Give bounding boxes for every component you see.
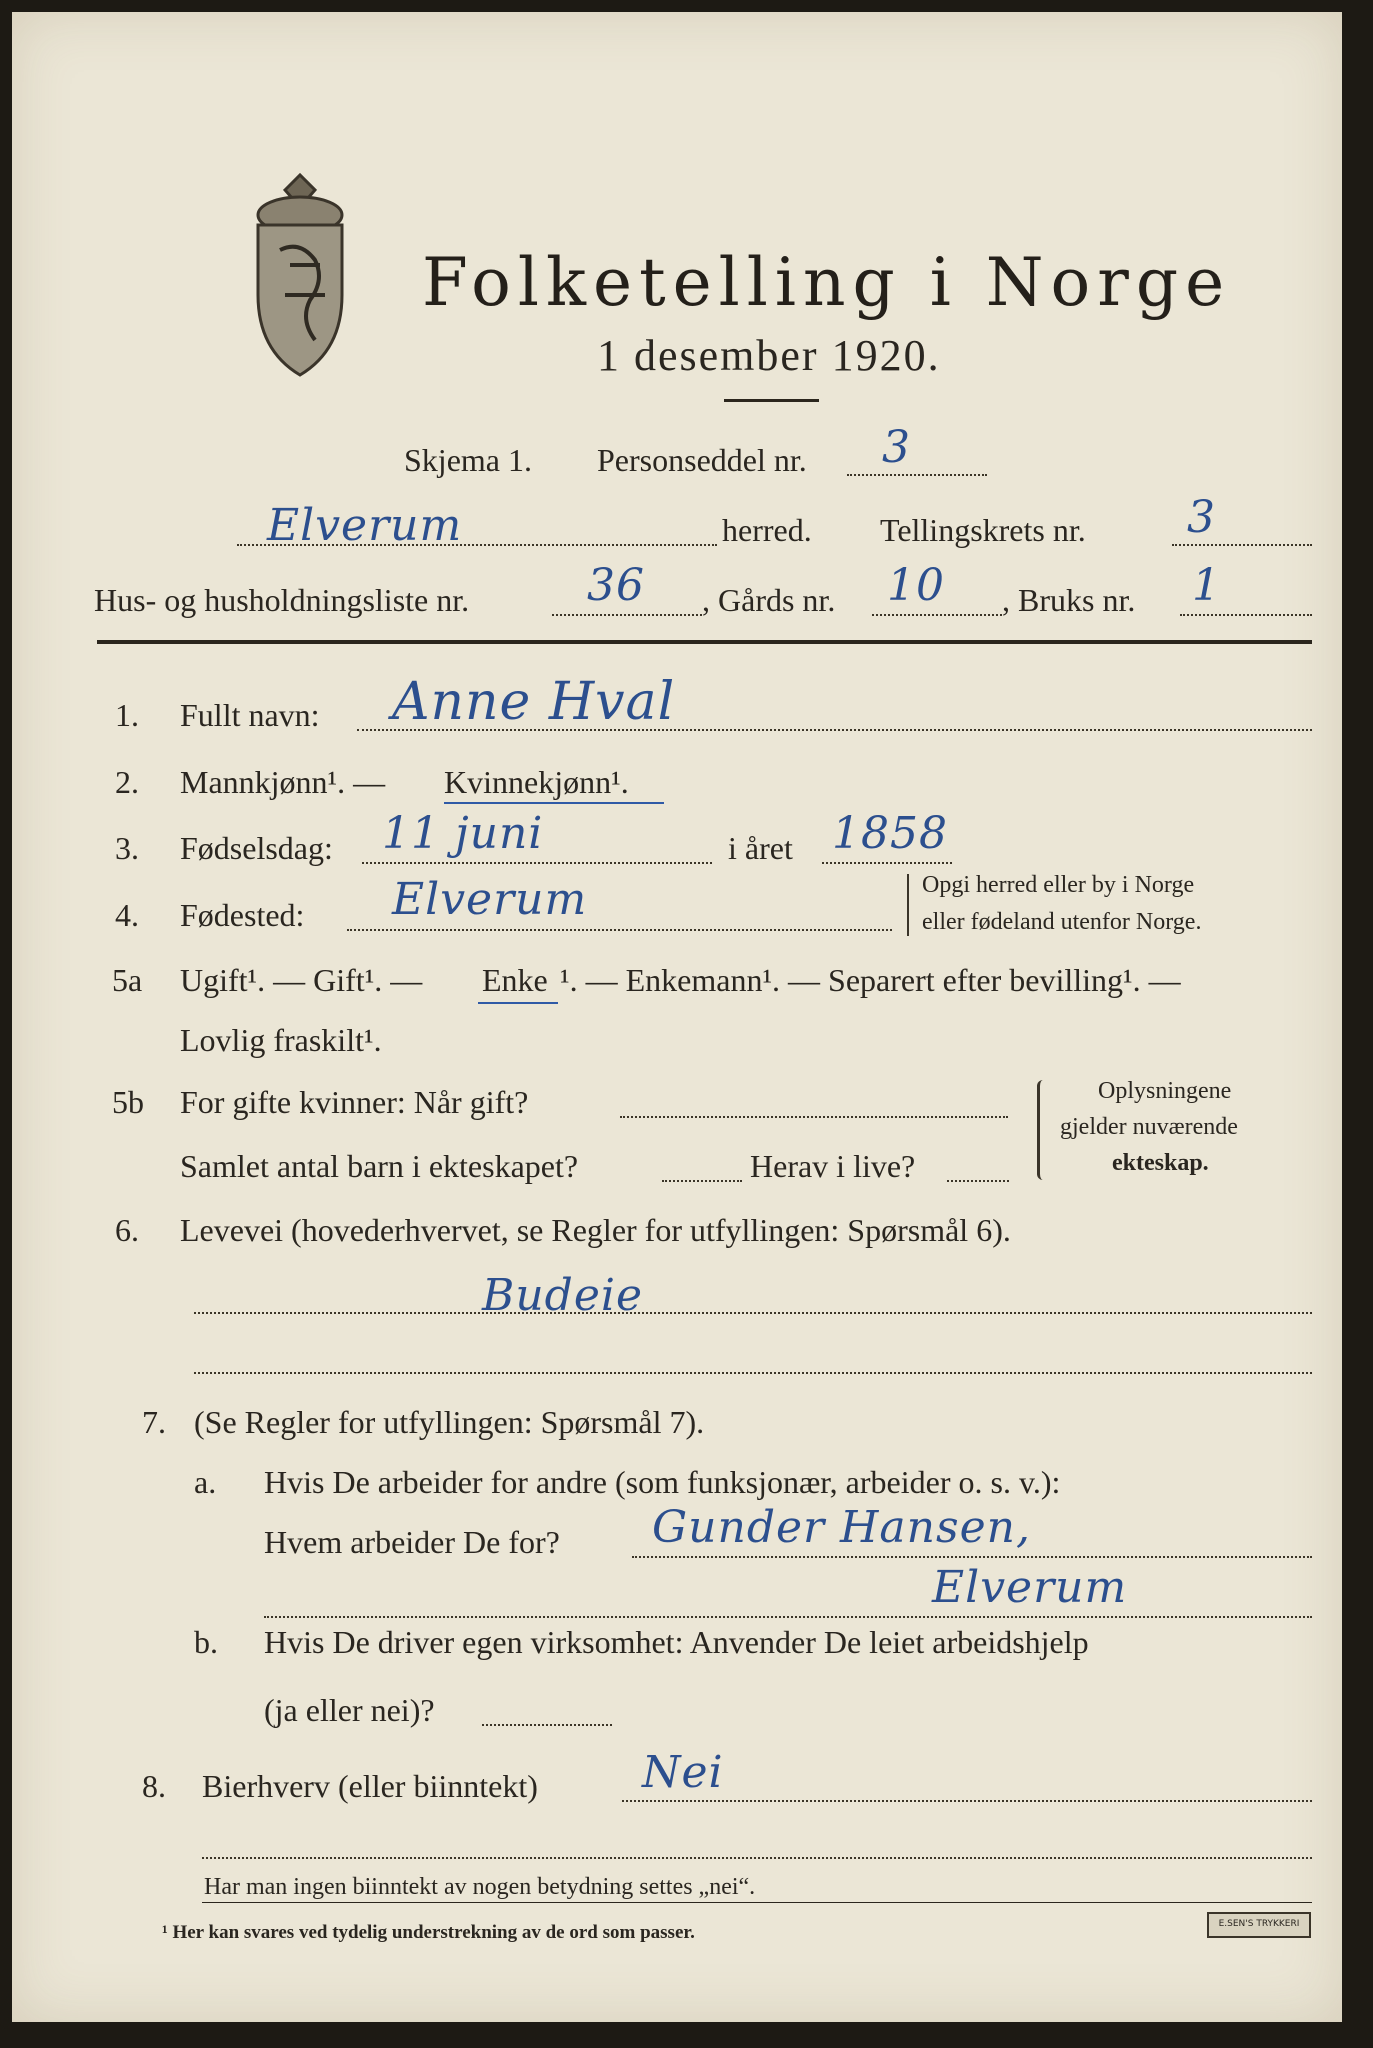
q7b-label2: (ja eller nei)?: [264, 1692, 435, 1728]
gards-value: 10: [887, 560, 945, 611]
q7-number: 7.: [142, 1404, 166, 1440]
q6-label: Levevei (hovederhvervet, se Regler for utfyllingen: Spørsmål 6).: [180, 1212, 1011, 1248]
q6-dots-2: [194, 1372, 1312, 1374]
q1-full-name: Anne Hval: [392, 672, 676, 732]
q7b-dots: [482, 1724, 612, 1726]
q5a-enke-underline: [478, 1002, 558, 1004]
herred-dots: [237, 544, 717, 546]
q5b-label: For gifte kvinner: Når gift?: [180, 1084, 529, 1120]
q1-number: 1.: [115, 697, 139, 733]
q2-male-option: Mannkjønn¹. —: [180, 764, 386, 800]
q4-note-line2: eller fødeland utenfor Norge.: [922, 909, 1202, 935]
q5a-options-part1: Ugift¹. — Gift¹. —: [180, 962, 423, 998]
q8-side-income: Nei: [642, 1747, 724, 1798]
gards-label: , Gårds nr.: [702, 582, 836, 618]
q7a-employer-line2: Elverum: [932, 1562, 1128, 1613]
norway-coat-of-arms-icon: [240, 170, 360, 380]
q3-year-label: i året: [728, 830, 793, 866]
q3-dots: [362, 862, 712, 864]
title-divider: [724, 399, 819, 402]
q5b-alive-dots: [947, 1180, 1009, 1182]
q7a-employer-label: Hvem arbeider De for?: [264, 1524, 560, 1560]
printer-stamp-text: E.SEN'S TRYKKERI: [1218, 1919, 1300, 1929]
header-divider: [97, 640, 1312, 644]
q8-dots-1: [622, 1800, 1312, 1802]
q7b-letter: b.: [194, 1624, 218, 1660]
q5b-children-dots: [662, 1180, 742, 1182]
bruks-label: , Bruks nr.: [1002, 582, 1136, 618]
census-date: 1 desember 1920.: [597, 331, 941, 380]
q5a-number: 5a: [112, 962, 143, 998]
hus-value: 36: [587, 560, 645, 611]
q5a-options-part2: ¹. — Enkemann¹. — Separert efter bevilling¹. —: [560, 962, 1181, 998]
q7a-dots-2: [264, 1616, 1312, 1618]
q7a-employer-line1: Gunder Hansen,: [652, 1502, 1031, 1553]
bruks-dots: [1180, 614, 1312, 616]
q4-birthplace: Elverum: [392, 874, 588, 925]
q5b-number: 5b: [112, 1084, 144, 1120]
footer-note: Har man ingen biinntekt av nogen betydning settes „nei“.: [204, 1874, 756, 1900]
q5a-line2: Lovlig fraskilt¹.: [180, 1022, 382, 1058]
q8-label: Bierhverv (eller biinntekt): [202, 1768, 538, 1804]
q5a-enke-option: Enke: [482, 962, 548, 998]
form-title: Folketelling i Norge: [422, 244, 1232, 321]
footer-divider: [202, 1902, 1312, 1903]
q7a-label: Hvis De arbeider for andre (som funksjonær, arbeider o. s. v.):: [264, 1464, 1061, 1500]
q5b-note-bracket: [1037, 1080, 1043, 1180]
q4-note-line1: Opgi herred eller by i Norge: [922, 872, 1195, 898]
q6-dots-1: [194, 1312, 1312, 1314]
personseddel-label: Personseddel nr.: [597, 442, 807, 478]
tellingskrets-dots: [1172, 544, 1312, 546]
hus-dots: [552, 614, 702, 616]
q4-number: 4.: [115, 897, 139, 933]
q3-label: Fødselsdag:: [180, 830, 333, 866]
q5b-alive-label: Herav i live?: [750, 1148, 916, 1184]
herred-label: herred.: [722, 512, 812, 548]
q4-dots: [347, 929, 892, 931]
tellingskrets-label: Tellingskrets nr.: [880, 512, 1086, 548]
q5b-note-line1: Oplysningene: [1098, 1078, 1232, 1104]
q2-female-underline: [444, 802, 664, 804]
q7b-label: Hvis De driver egen virksomhet: Anvender De leiet arbeidshjelp: [264, 1624, 1089, 1660]
q7a-dots-1: [632, 1556, 1312, 1558]
q3-number: 3.: [115, 830, 139, 866]
q6-number: 6.: [115, 1212, 139, 1248]
tellingskrets-value: 3: [1187, 492, 1216, 543]
census-form-page: [12, 12, 1342, 2022]
q2-female-option: Kvinnekjønn¹.: [444, 764, 629, 800]
q2-number: 2.: [115, 764, 139, 800]
q4-note-bracket: [907, 874, 909, 936]
personseddel-dots: [847, 474, 987, 476]
q5b-when-dots: [620, 1116, 1008, 1118]
herred-value: Elverum: [267, 500, 463, 551]
q1-label: Fullt navn:: [180, 697, 320, 733]
q8-number: 8.: [142, 1768, 166, 1804]
q7-label: (Se Regler for utfyllingen: Spørsmål 7).: [194, 1404, 705, 1440]
gards-dots: [872, 614, 1002, 616]
skjema-label: Skjema 1.: [404, 442, 532, 478]
footnote: ¹ Her kan svares ved tydelig understrekning av de ord som passer.: [162, 1922, 695, 1943]
q6-occupation: Budeie: [482, 1270, 643, 1321]
q5b-note-line2: gjelder nuværende: [1060, 1114, 1238, 1140]
q3-birthday: 11 juni: [382, 808, 544, 859]
personseddel-value: 3: [882, 422, 911, 473]
q5b-note-line3: ekteskap.: [1112, 1150, 1209, 1176]
hus-label: Hus- og husholdningsliste nr.: [94, 582, 470, 618]
q8-dots-2: [202, 1857, 1312, 1859]
q3-year-dots: [822, 862, 952, 864]
bruks-value: 1: [1192, 560, 1221, 611]
q7a-letter: a.: [194, 1464, 217, 1500]
q5b-children-label: Samlet antal barn i ekteskapet?: [180, 1148, 579, 1184]
printer-stamp: [1207, 1912, 1311, 1938]
q4-label: Fødested:: [180, 897, 305, 933]
q3-birth-year: 1858: [832, 808, 948, 859]
